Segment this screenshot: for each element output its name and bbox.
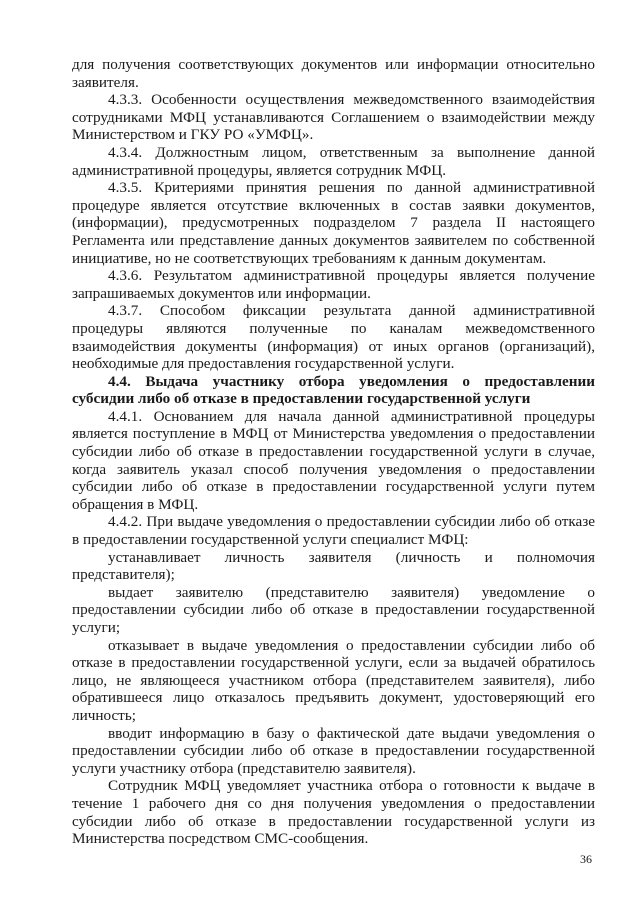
- list-item-record: вводит информацию в базу о фактической дате выдачи уведомления о предоставлении субсидии либо об отказе в предоставлении государственной услуги участнику отбора (представителю заявителя).: [72, 724, 595, 777]
- paragraph-4-3-3: 4.3.3. Особенности осуществления межведомственного взаимодействия сотрудниками МФЦ устанавливаются Соглашением о взаимодействии между Министерством и ГКУ РО «УМФЦ».: [72, 91, 595, 144]
- page-number: 36: [580, 852, 592, 866]
- document-page: [72, 56, 595, 848]
- section-heading-4-4: 4.4. Выдача участнику отбора уведомления о предоставлении субсидии либо об отказе в предоставлении государственной услуги: [72, 372, 595, 408]
- paragraph-4-4-2: 4.4.2. При выдаче уведомления о предоставлении субсидии либо об отказе в предоставлении государственной услуги специалист МФЦ:: [72, 513, 595, 549]
- paragraph-4-3-4: 4.3.4. Должностным лицом, ответственным за выполнение данной административной процедуры, является сотрудник МФЦ.: [72, 143, 595, 179]
- paragraph-4-3-5: 4.3.5. Критериями принятия решения по данной административной процедуре является отсутствие включенных в состав заявки документов, (информации), предусмотренных подразделом 7 раздела II настоящего Регламента или представление данных документов заявителем по собственной инициативе, но не соответствующих требованиям к данным документам.: [72, 179, 595, 267]
- paragraph-4-3-6: 4.3.6. Результатом административной процедуры является получение запрашиваемых документов или информации.: [72, 267, 595, 302]
- list-item-refuse: отказывает в выдаче уведомления о предоставлении субсидии либо об отказе в предоставлении государственной услуги, если за выдачей обратилось лицо, не являющееся участником отбора (представителем заявителя), либо обратившееся лицо отказалось предъявить документ, удостоверяющий его личность;: [72, 636, 595, 724]
- paragraph-continuation: для получения соответствующих документов или информации относительно заявителя.: [72, 56, 595, 91]
- paragraph-4-4-1: 4.4.1. Основанием для начала данной административной процедуры является поступление в МФЦ от Министерства уведомления о предоставлении субсидии либо об отказе в предоставлении государственной услуги в случае, когда заявитель указал способ получения уведомления о предоставлении субсидии либо об отказе в предоставлении государственной услуги путем обращения в МФЦ.: [72, 407, 595, 513]
- list-item-identify: устанавливает личность заявителя (личность и полномочия представителя);: [72, 548, 595, 584]
- paragraph-4-3-7: 4.3.7. Способом фиксации результата данной административной процедуры являются полученные по каналам межведомственного взаимодействия документы (информация) от иных органов (организаций), необходимые для предоставления государственной услуги.: [72, 302, 595, 373]
- paragraph-notification: Сотрудник МФЦ уведомляет участника отбора о готовности к выдаче в течение 1 рабочего дня со дня получения уведомления о предоставлении субсидии либо об отказе в предоставлении государственной услуги из Министерства посредством СМС-сообщения.: [72, 777, 595, 848]
- list-item-issue: выдает заявителю (представителю заявителя) уведомление о предоставлении субсидии либо об отказе в предоставлении государственной услуги;: [72, 583, 595, 636]
